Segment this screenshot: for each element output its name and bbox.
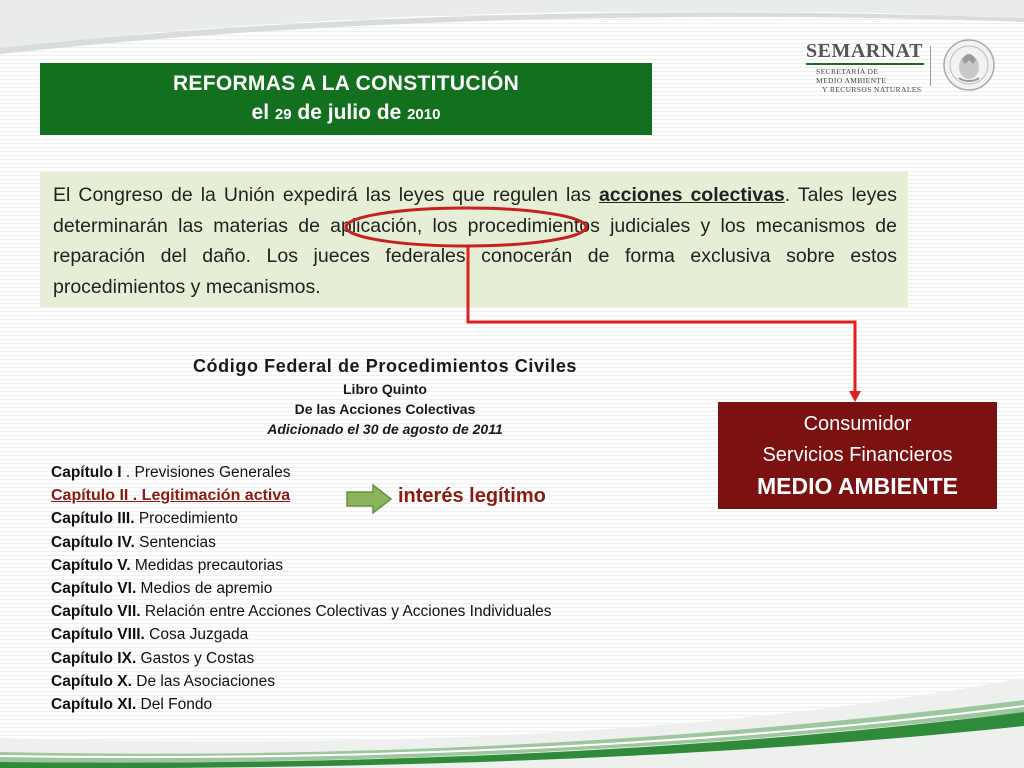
logo-sub-line3: Y RECURSOS NATURALES: [822, 85, 922, 94]
chapter-item: [51, 462, 552, 485]
chapter-text: . Previsiones Generales: [121, 464, 291, 481]
national-seal-icon: [942, 38, 996, 92]
chapter-text: Del Fondo: [136, 695, 213, 713]
code-subtitle: De las Acciones Colectivas: [294, 401, 476, 417]
interes-legitimo-callout: interés legítimo: [398, 485, 546, 507]
chapter-text: De las Asociaciones: [131, 672, 275, 690]
slide-title: REFORMAS A LA CONSTITUCIÓN: [172, 72, 520, 95]
chapter-label: Capítulo VIII.: [51, 626, 145, 644]
code-book: Libro Quinto: [343, 381, 427, 397]
chapter-item: [51, 624, 552, 647]
quote-part2: . Tales leyes determinarán las materias de aplicación, los procedimientos judiciales y los mecanismos de reparación del daño. Los jueces federales conocerán de forma exclusiva sobre estos procedimientos y mecanismos.: [53, 184, 897, 298]
chapter-label: Capítulo III.: [51, 510, 135, 528]
constitution-quote-box: [40, 172, 908, 307]
chapter-text: Cosa Juzgada: [144, 626, 249, 644]
logo-sub-line2: MEDIO AMBIENTE: [816, 76, 887, 85]
code-title: Código Federal de Procedimientos Civiles: [192, 356, 578, 376]
chapter-label: Capítulo I: [51, 464, 122, 481]
chapter-text: Medios de apremio: [136, 579, 273, 597]
chapter-text: . Legitimación activa: [128, 487, 291, 505]
chapter-text: Gastos y Costas: [136, 649, 255, 667]
chapter-label: Capítulo IV.: [51, 533, 135, 551]
chapter-label: Capítulo II: [51, 487, 129, 505]
chapter-item: [51, 555, 552, 578]
quote-emphasis-acciones-colectivas: acciones colectivas: [598, 184, 785, 206]
chapter-text: Procedimiento: [134, 510, 238, 528]
logo-divider: [930, 46, 931, 86]
date-day: 29: [274, 106, 292, 123]
semarnat-logo: [800, 38, 1006, 100]
slide-title-banner: [40, 63, 652, 135]
code-header: [110, 356, 660, 439]
date-year: 2010: [407, 106, 441, 123]
chapter-item: [51, 532, 552, 555]
chapter-label: Capítulo IX.: [51, 649, 137, 667]
chapter-text: Medidas precautorias: [130, 556, 284, 574]
chapter-item: [51, 601, 552, 624]
green-arrow-icon: [345, 483, 393, 515]
area-consumidor: Consumidor: [803, 413, 912, 435]
chapter-text: Sentencias: [134, 533, 216, 551]
logo-sub-line1: SECRETARÍA DE: [816, 67, 879, 76]
chapter-label: Capítulo VII.: [51, 603, 141, 621]
application-areas-box: [718, 402, 997, 509]
constitution-quote: [53, 180, 897, 302]
logo-rule: [806, 63, 924, 65]
logo-name: SEMARNAT: [806, 40, 923, 62]
chapter-label: Capítulo X.: [51, 672, 132, 690]
chapter-text: Relación entre Acciones Colectivas y Acciones Individuales: [140, 603, 552, 621]
chapter-item: [51, 648, 552, 671]
area-servicios-financieros: Servicios Financieros: [762, 444, 953, 466]
chapter-item: [51, 508, 552, 531]
code-added-date: Adicionado el 30 de agosto de 2011: [267, 421, 503, 437]
chapter-label: Capítulo VI.: [51, 579, 137, 597]
chapter-label: Capítulo V.: [51, 556, 131, 574]
chapter-label: Capítulo XI.: [51, 695, 137, 713]
chapter-item: [51, 578, 552, 601]
bottom-wave-decoration: [0, 678, 1024, 768]
slide-subtitle-date: [40, 101, 652, 125]
area-medio-ambiente: MEDIO AMBIENTE: [756, 473, 959, 499]
quote-part1: El Congreso de la Unión expedirá las leyes que regulen las: [53, 184, 599, 206]
connector-arrow-head: [849, 391, 861, 402]
date-middle: de julio de: [291, 101, 408, 124]
date-prefix: el: [251, 101, 275, 124]
